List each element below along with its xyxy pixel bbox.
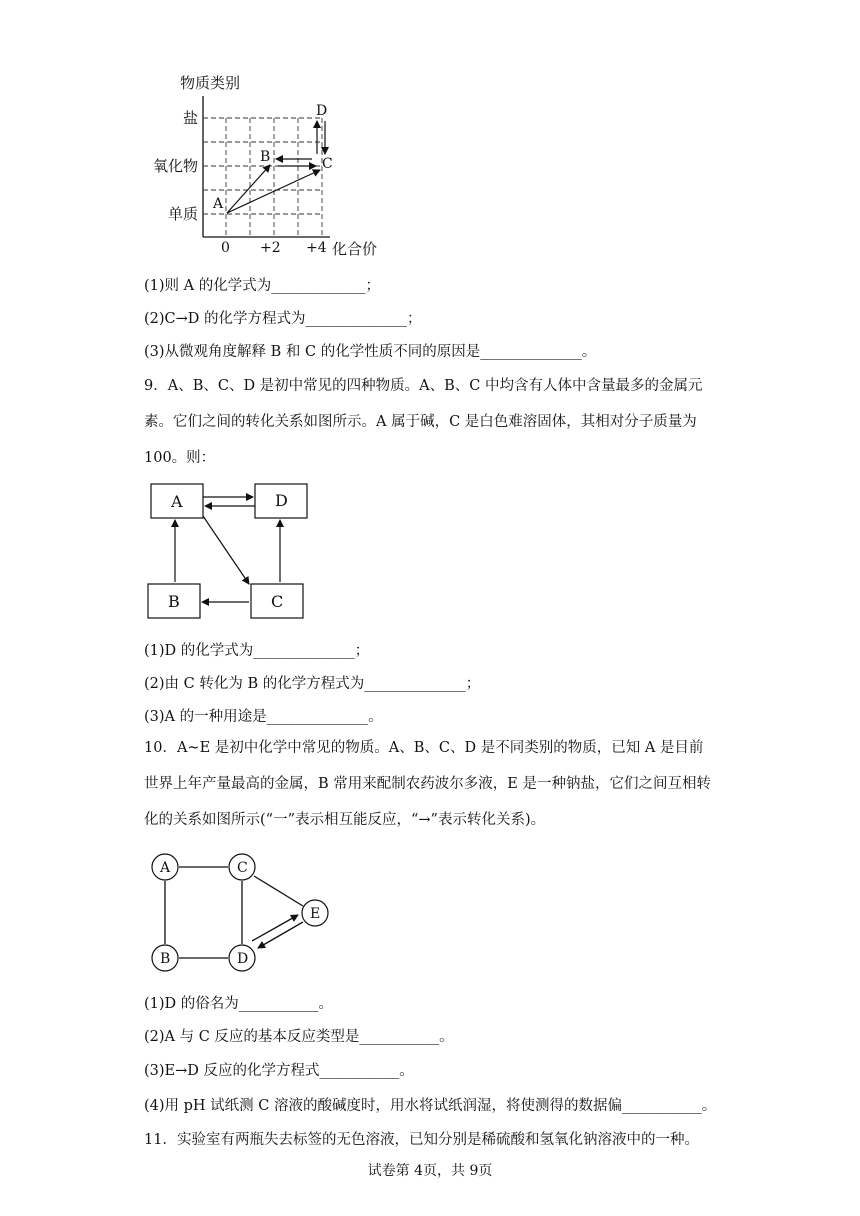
q10-part2: (2)A 与 C 反应的基本反应类型是___________。 <box>144 1029 454 1045</box>
box-a-label: A <box>171 492 183 511</box>
x-tick-2: +2 <box>260 240 281 256</box>
y-category-element: 单质 <box>168 205 199 223</box>
q9-stem: 9．A、B、C、D 是初中常见的四种物质。A、B、C 中均含有人体中含量最多的金属元素。它们之间的转化关系如图所示。A 属于碱，C 是白色难溶固体，其相对分子质量为 100。则： <box>144 378 703 466</box>
conversion-arrows <box>227 121 325 213</box>
y-axis-title: 物质类别 <box>180 74 241 92</box>
point-c-label: C <box>322 156 333 172</box>
x-axis-title: 化合价 <box>332 240 378 258</box>
node-b-label: B <box>160 951 171 967</box>
node-d-label: D <box>237 951 249 967</box>
q10-part3: (3)E→D 反应的化学方程式___________。 <box>144 1063 414 1079</box>
point-b-label: B <box>260 149 271 165</box>
q10-lines <box>165 867 303 958</box>
q10-part1: (1)D 的俗名为___________。 <box>144 996 334 1012</box>
valence-category-figure <box>150 70 410 260</box>
y-category-oxide: 氧化物 <box>153 157 199 175</box>
node-e-label: E <box>310 906 321 922</box>
q11-stem: 11．实验室有两瓶失去标签的无色溶液，已知分别是稀硫酸和氢氧化钠溶液中的一种。 <box>144 1132 699 1148</box>
box-b-label: B <box>168 592 180 611</box>
q10-relation-figure <box>140 842 340 982</box>
box-d-label: D <box>275 491 288 510</box>
q8-part3: (3)从微观角度解释 B 和 C 的化学性质不同的原因是______________。 <box>144 344 597 360</box>
q9-part2: (2)由 C 转化为 B 的化学方程式为______________； <box>144 676 481 692</box>
q8-part2: (2)C→D 的化学方程式为______________； <box>144 311 422 327</box>
q9-part3: (3)A 的一种用途是______________。 <box>144 709 383 725</box>
box-c-label: C <box>271 592 284 611</box>
q9-part1: (1)D 的化学式为______________； <box>144 643 370 659</box>
node-a-label: A <box>160 860 171 876</box>
q10-part4: (4)用 pH 试纸测 C 溶液的酸碱度时，用水将试纸润湿，将使测得的数据偏___________。 <box>144 1098 717 1114</box>
node-c-label: C <box>237 860 248 876</box>
q8-part1: (1)则 A 的化学式为_____________； <box>144 278 380 294</box>
point-d-label: D <box>316 103 328 119</box>
y-category-salt: 盐 <box>183 109 199 127</box>
x-tick-0: 0 <box>221 240 230 256</box>
page-footer: 试卷第 4页，共 9页 <box>367 1163 493 1179</box>
x-tick-4: +4 <box>306 240 327 256</box>
q9-conversion-figure <box>140 476 320 626</box>
point-a-label: A <box>213 196 224 212</box>
q10-stem: 10．A~E 是初中化学中常见的物质。A、B、C、D 是不同类别的物质，已知 A 是目前世界上年产量最高的金属，B 常用来配制农药波尔多液，E 是一种钠盐，它们之间互相转化的关系如图所示(“一”表示相互能反应，“→”表示转化关系)。 <box>144 740 711 828</box>
